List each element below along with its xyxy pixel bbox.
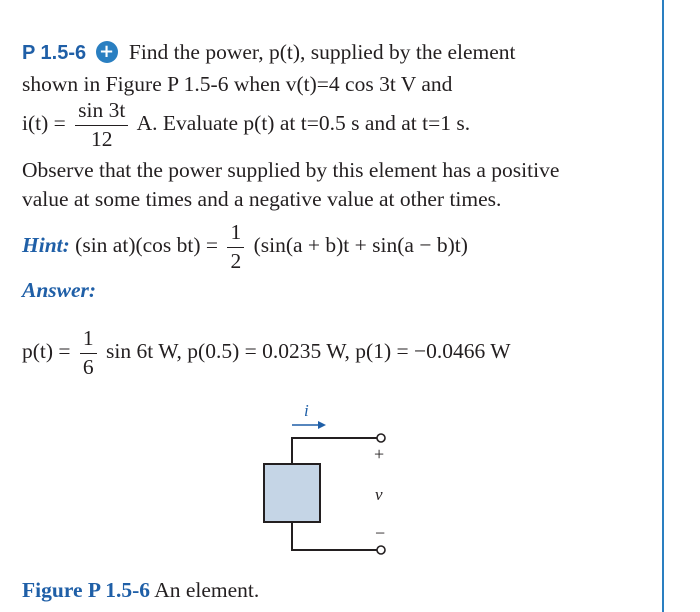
problem-text-4: Observe that the power supplied by this element has a positive	[22, 158, 560, 182]
problem-line-2	[22, 72, 452, 97]
problem-line-1	[22, 40, 516, 65]
answer-lhs: p(t) =	[22, 338, 71, 363]
problem-number: P 1.5-6	[22, 42, 87, 64]
problem-text-1: Find the power, p(t), supplied by the element	[128, 40, 516, 64]
answer-heading	[22, 278, 96, 303]
answer-line	[22, 328, 511, 378]
hint-line	[22, 222, 468, 272]
problem-text-2: shown in Figure P 1.5-6 when v(t)=4 cos 3t V and	[22, 72, 453, 96]
problem-line-5	[22, 187, 501, 212]
voltage-label: v	[375, 485, 383, 504]
page-margin-rule	[662, 0, 664, 612]
positive-terminal-icon	[377, 434, 385, 442]
current-fraction-numerator: sin 3t	[75, 100, 128, 126]
figure-caption	[22, 578, 259, 603]
plus-sign-label: +	[374, 444, 385, 464]
current-label: i	[304, 401, 309, 420]
figure-caption-text: An element.	[154, 578, 260, 602]
current-fraction	[75, 100, 128, 150]
current-fraction-denominator: 12	[91, 126, 113, 151]
circuit-element-box	[264, 464, 320, 522]
plus-circle-icon[interactable]: +	[96, 41, 118, 63]
answer-fraction-numerator: 1	[80, 328, 97, 354]
current-arrow-icon	[318, 421, 326, 429]
hint-rhs: (sin(a + b)t + sin(a − b)t)	[253, 232, 468, 257]
hint-fraction-numerator: 1	[227, 222, 244, 248]
element-figure	[250, 398, 410, 568]
problem-line-3	[22, 100, 470, 150]
hint-fraction-denominator: 2	[230, 248, 242, 273]
problem-text-5: value at some times and a negative value at other times.	[22, 187, 502, 211]
minus-sign-label: −	[375, 523, 386, 543]
answer-fraction	[80, 328, 97, 378]
hint-fraction	[227, 222, 244, 272]
hint-lhs: (sin at)(cos bt) =	[75, 232, 219, 257]
hint-label: Hint:	[22, 232, 70, 257]
negative-terminal-icon	[377, 546, 385, 554]
problem-text-3: A. Evaluate p(t) at t=0.5 s and at t=1 s.	[136, 110, 471, 135]
bottom-wire	[292, 522, 378, 550]
answer-rhs: sin 6t W, p(0.5) = 0.0235 W, p(1) = −0.0466 W	[106, 338, 511, 363]
figure-caption-label: Figure P 1.5-6	[22, 578, 150, 602]
answer-fraction-denominator: 6	[82, 354, 94, 379]
answer-label: Answer:	[22, 278, 97, 302]
problem-line-4	[22, 158, 559, 183]
top-wire	[292, 438, 378, 464]
current-equation-lhs: i(t) =	[22, 110, 66, 135]
